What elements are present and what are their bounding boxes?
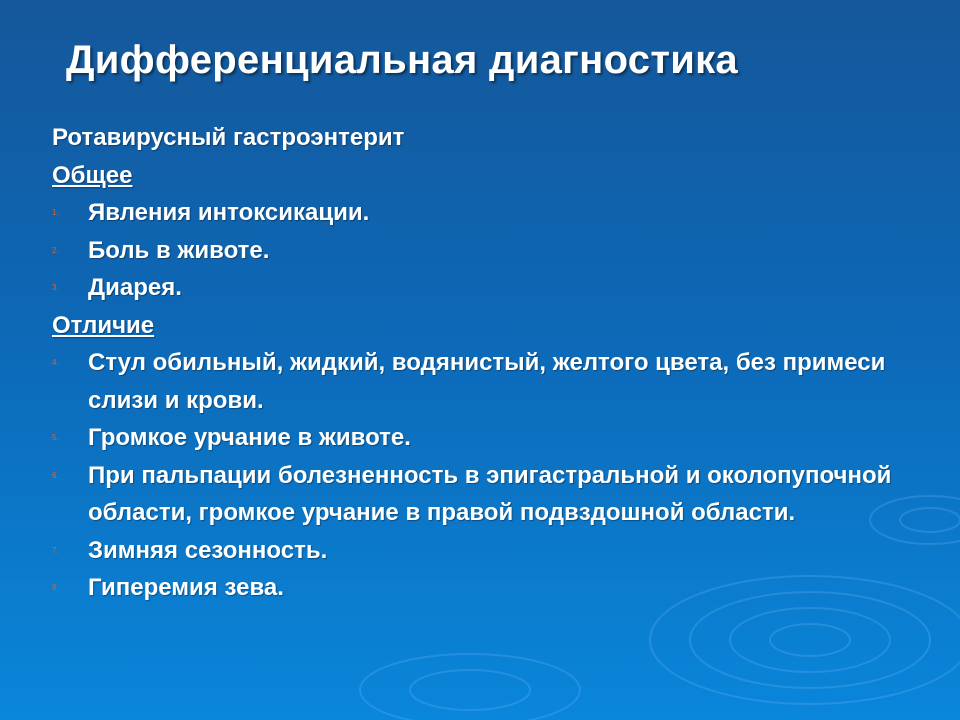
list-item-number: 1. [52, 208, 59, 217]
list-item [52, 532, 922, 570]
list-item-text: Стул обильный, жидкий, водянистый, желтого цвета, без примеси слизи и крови. [88, 349, 886, 414]
list-item-number: 2. [52, 245, 59, 255]
list-item-number: 3. [52, 283, 59, 292]
list-item-number: 8. [52, 583, 59, 592]
list-item-number: 4. [52, 358, 59, 367]
list-item [52, 569, 922, 607]
list-item-text: Гиперемия зева. [88, 574, 284, 601]
list-item-text: Диарея. [88, 274, 182, 301]
list-item [52, 344, 922, 419]
list-item [52, 194, 922, 232]
list-item-number: 6. [52, 470, 59, 480]
list-item-text: Боль в животе. [88, 236, 270, 264]
slide-content [52, 119, 922, 607]
list-item-text: Зимняя сезонность. [88, 536, 328, 564]
difference-heading: Отличие [52, 311, 155, 339]
list-item [52, 269, 922, 307]
list-item [52, 419, 922, 457]
list-item-text: При пальпации болезненность в эпигастральной и околопупочной области, громкое урчание в правой подвздошной области. [88, 461, 892, 526]
list-item [52, 457, 922, 532]
subtitle: Ротавирусный гастроэнтерит [52, 124, 405, 151]
list-item-number: 5. [52, 433, 59, 442]
common-heading: Общее [52, 161, 133, 189]
list-item [52, 232, 922, 270]
list-item-text: Явления интоксикации. [88, 199, 370, 226]
list-item-text: Громкое урчание в животе. [88, 424, 411, 451]
list-item-number: 7. [52, 545, 59, 555]
slide-title: Дифференциальная диагностика [66, 38, 738, 82]
